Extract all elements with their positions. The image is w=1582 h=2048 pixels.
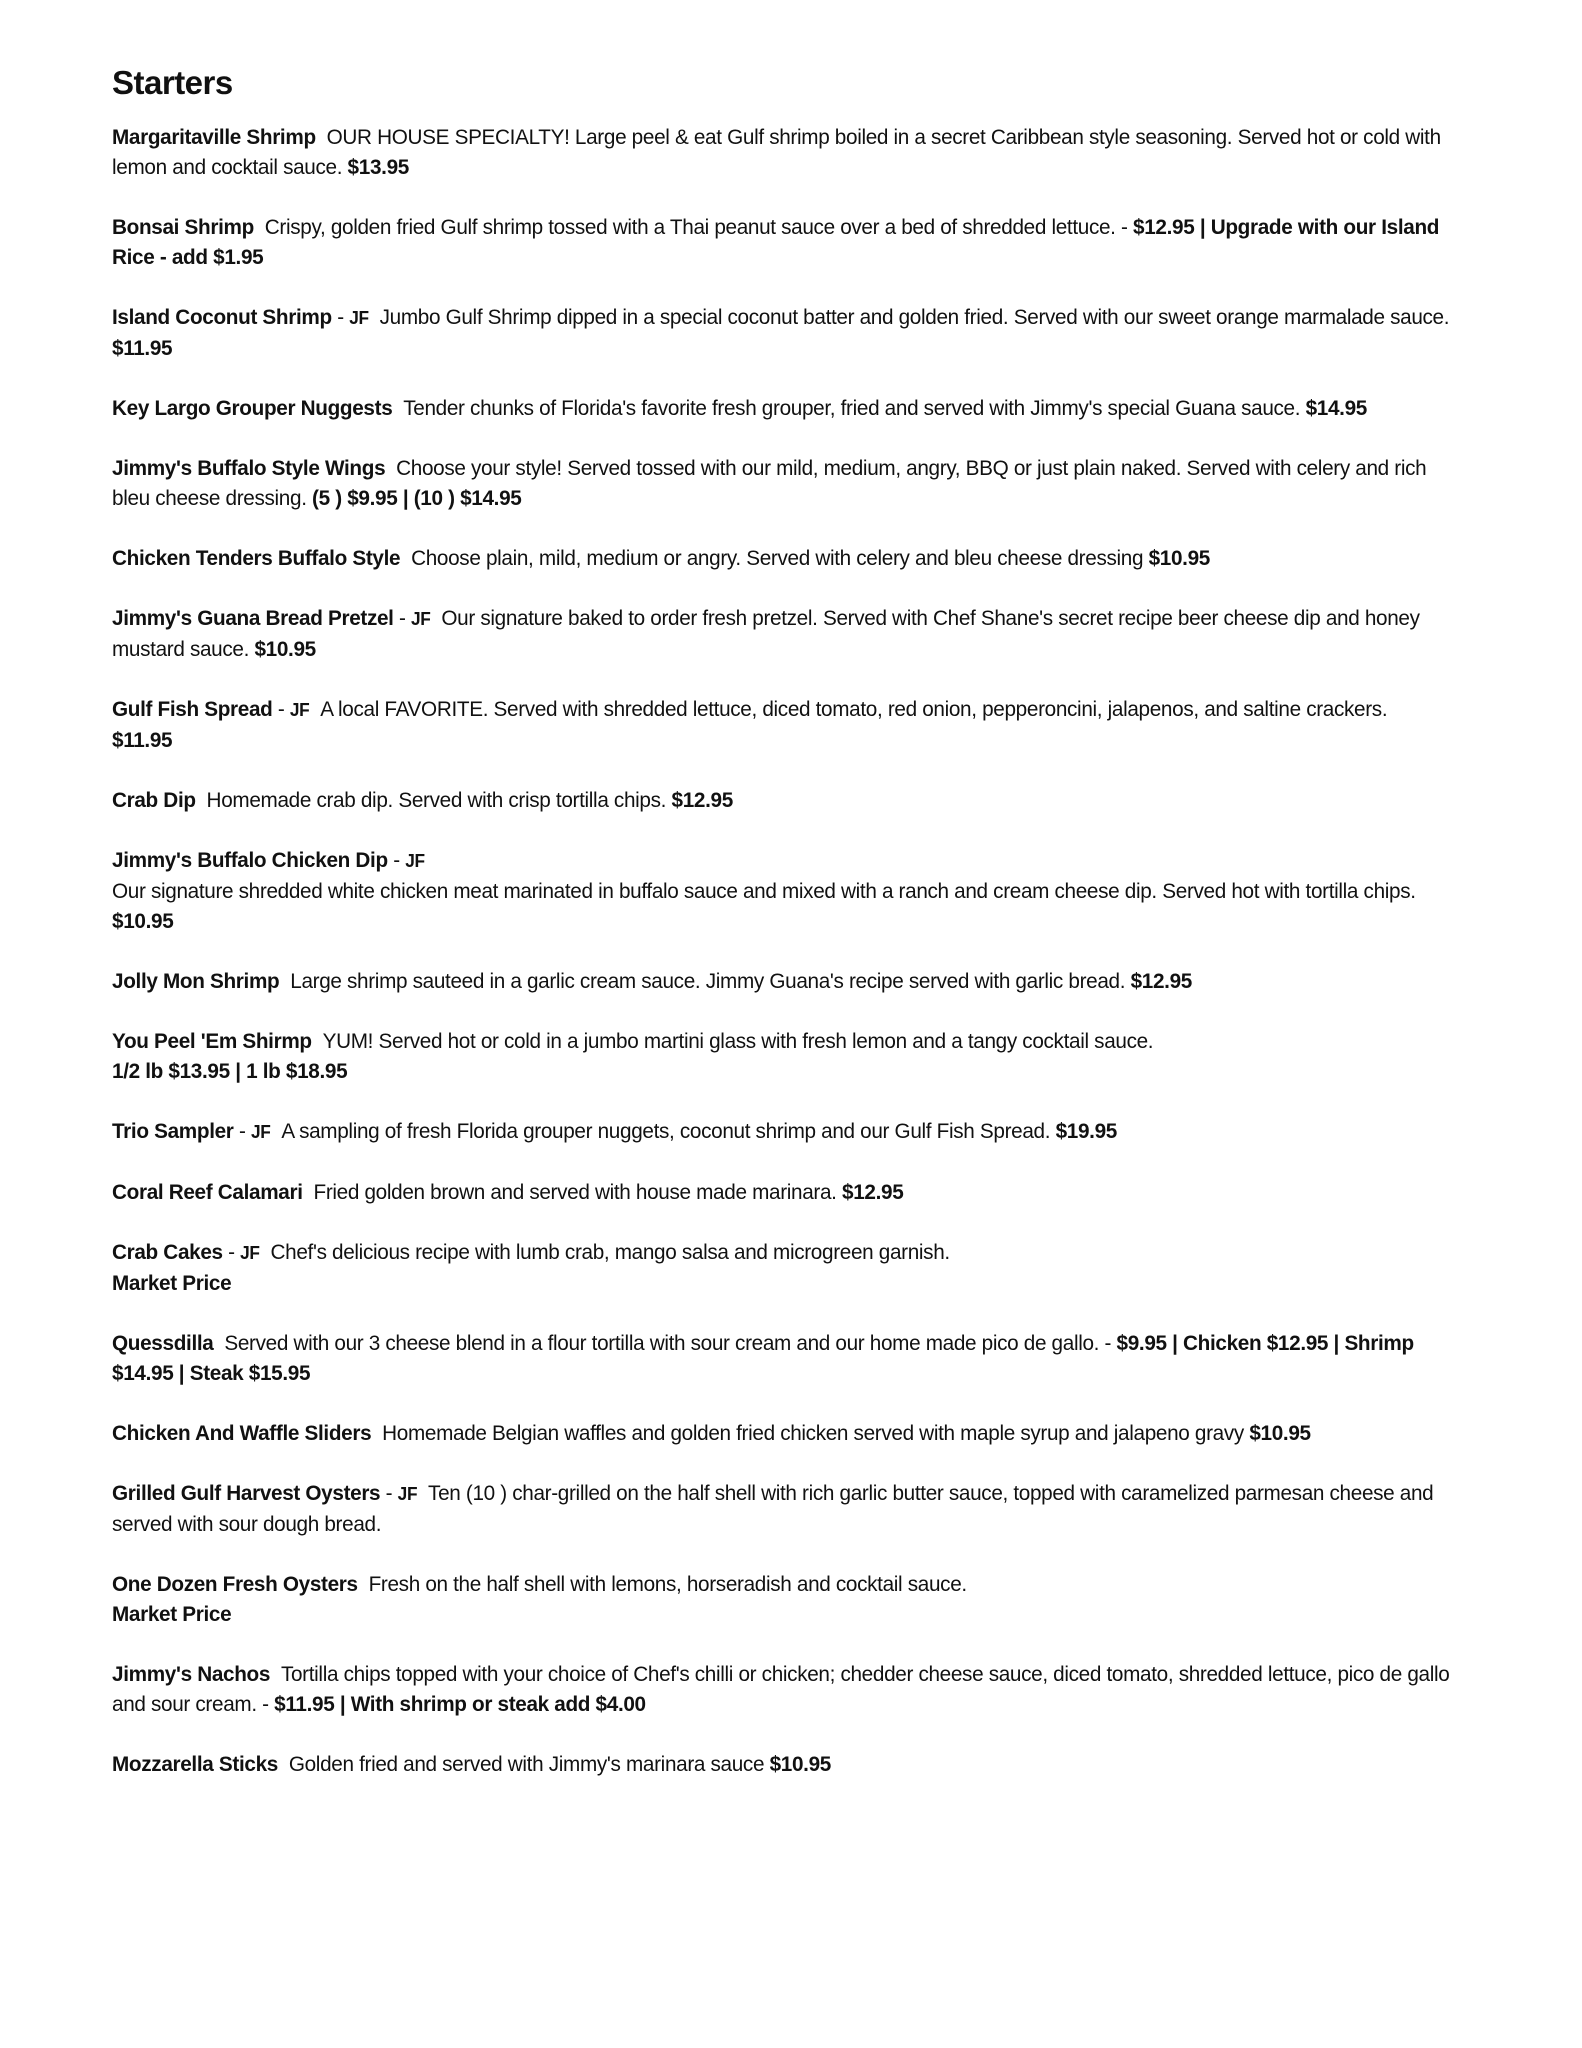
menu-item-tag: JF (397, 1484, 418, 1504)
menu-item-price: $12.95 | Upgrade with our Island Rice - add $1.95 (112, 214, 1440, 269)
menu-item-tag: JF (405, 851, 425, 871)
menu-item-price: $11.95 | With shrimp or steak add $4.00 (274, 1691, 646, 1716)
menu-item-margaritaville-shrimp (112, 122, 1451, 182)
menu-item-jimmys-buffalo-chicken-dip: Jimmy's Buffalo Chicken Dip - JF Our signature shredded white chicken meat marinated in buffalo sauce and mixed with a ranch and cream cheese dip. Served hot with tortilla chips. $10.95 (112, 845, 1451, 936)
menu-page (112, 64, 1452, 1809)
menu-item-tag: JF (411, 609, 431, 629)
menu-item-trio-sampler: Trio Sampler - JF A sampling of fresh Florida grouper nuggets, coconut shrimp and our Gulf Fish Spread. $19.95 (112, 1118, 1117, 1143)
menu-item-price: $12.95 (842, 1179, 904, 1204)
menu-item-description: Tortilla chips topped with your choice of Chef's chilli or chicken; chedder cheese sauce, diced tomato, shredded lettuce, pico de gallo and sour cream. - (112, 1661, 1450, 1716)
menu-item-name: Bonsai Shrimp (112, 214, 254, 239)
menu-item-bonsai-shrimp (112, 212, 1451, 272)
menu-item-gulf-fish-spread: Gulf Fish Spread - JF A local FAVORITE. Served with shredded lettuce, diced tomato, red onion, pepperoncini, jalapenos, and saltine crackers. $11.95 (112, 696, 1388, 752)
menu-item-tag: JF (250, 1122, 271, 1142)
menu-item-name: Chicken And Waffle Sliders (112, 1420, 372, 1445)
menu-items-list (112, 122, 1452, 1779)
menu-item-price: $12.95 (671, 787, 733, 812)
menu-item-jolly-mon-shrimp (112, 966, 1451, 996)
menu-item-price: Market Price (112, 1601, 232, 1626)
menu-item-price: $10.95 (1148, 545, 1210, 570)
menu-item-description: Crispy, golden fried Gulf shrimp tossed with a Thai peanut sauce over a bed of shredded lettuce. - (264, 214, 1128, 239)
menu-item-island-coconut-shrimp: Island Coconut Shrimp - JF Jumbo Gulf Shrimp dipped in a special coconut batter and golden fried. Served with our sweet orange marmalade sauce. $11.95 (112, 304, 1450, 360)
menu-item-name: Crab Dip (112, 787, 196, 812)
menu-item-tag: JF (349, 308, 369, 328)
menu-item-description: Fresh on the half shell with lemons, horseradish and cocktail sauce. (368, 1571, 967, 1596)
menu-item-description: Our signature shredded white chicken meat marinated in buffalo sauce and mixed with a ranch and cream cheese dip. Served hot with tortilla chips. (112, 878, 1416, 903)
menu-item-name: Jimmy's Guana Bread Pretzel (112, 605, 394, 630)
menu-item-name: Jimmy's Buffalo Chicken Dip (112, 847, 388, 872)
menu-item-jimmys-nachos (112, 1659, 1451, 1719)
menu-item-name: Grilled Gulf Harvest Oysters (112, 1480, 381, 1505)
menu-item-tag: JF (289, 700, 310, 720)
menu-item-price: $11.95 (112, 727, 173, 752)
menu-item-name: Quessdilla (112, 1330, 214, 1355)
menu-item-name: You Peel 'Em Shirmp (112, 1028, 312, 1053)
menu-item-description: Golden fried and served with Jimmy's marinara sauce (288, 1751, 765, 1776)
menu-item-description: Chef's delicious recipe with lumb crab, mango salsa and microgreen garnish. (270, 1239, 950, 1264)
menu-item-quessdilla (112, 1328, 1451, 1388)
menu-item-description: Served with our 3 cheese blend in a flour tortilla with sour cream and our home made pico de gallo. - (224, 1330, 1112, 1355)
menu-item-name: Mozzarella Sticks (112, 1751, 278, 1776)
menu-item-coral-reef-calamari (112, 1177, 1451, 1207)
menu-item-name: Trio Sampler (112, 1118, 234, 1143)
menu-item-description: A sampling of fresh Florida grouper nuggets, coconut shrimp and our Gulf Fish Spread. (281, 1118, 1051, 1143)
menu-item-description: Tender chunks of Florida's favorite fresh grouper, fried and served with Jimmy's special Guana sauce. (403, 395, 1301, 420)
menu-item-price: $13.95 (347, 154, 409, 179)
menu-item-chicken-and-waffle-sliders (112, 1418, 1451, 1448)
menu-item-name: Coral Reef Calamari (112, 1179, 303, 1204)
menu-item-one-dozen-fresh-oysters (112, 1569, 1451, 1629)
menu-item-price: $10.95 (112, 908, 174, 933)
menu-item-description: Jumbo Gulf Shrimp dipped in a special coconut batter and golden fried. Served with our sweet orange marmalade sauce. (379, 304, 1450, 329)
menu-item-description: Fried golden brown and served with house made marinara. (313, 1179, 837, 1204)
menu-item-tag: JF (240, 1243, 260, 1263)
menu-item-description: Choose your style! Served tossed with our mild, medium, angry, BBQ or just plain naked. Served with celery and rich bleu cheese dressing. (112, 455, 1427, 510)
menu-item-key-largo-grouper-nuggests (112, 393, 1451, 423)
menu-item-price: $12.95 (1130, 968, 1192, 993)
menu-item-jimmys-buffalo-style-wings (112, 453, 1451, 513)
menu-item-crab-cakes: Crab Cakes - JF Chef's delicious recipe with lumb crab, mango salsa and microgreen garnish. Market Price (112, 1237, 1451, 1298)
menu-item-description: OUR HOUSE SPECIALTY! Large peel & eat Gulf shrimp boiled in a secret Caribbean style seasoning. Served hot or cold with lemon and cocktail sauce. (112, 124, 1441, 179)
menu-item-name: Jimmy's Nachos (112, 1661, 271, 1686)
menu-item-name: Chicken Tenders Buffalo Style (112, 545, 401, 570)
menu-item-price: $10.95 (769, 1751, 831, 1776)
menu-item-chicken-tenders-buffalo-style (112, 543, 1451, 573)
menu-item-you-peel-em-shirmp (112, 1026, 1451, 1086)
menu-item-name: Jolly Mon Shrimp (112, 968, 280, 993)
menu-item-price: $19.95 (1055, 1118, 1117, 1143)
menu-item-description: Ten (10 ) char-grilled on the half shell with rich garlic butter sauce, topped with caramelized parmesan cheese and served with sour dough bread. (112, 1480, 1434, 1536)
menu-item-price: Market Price (112, 1270, 232, 1295)
menu-item-description: Our signature baked to order fresh pretzel. Served with Chef Shane's secret recipe beer cheese dip and honey mustard sauce. (112, 605, 1420, 661)
menu-item-description: YUM! Served hot or cold in a jumbo martini glass with fresh lemon and a tangy cocktail sauce. (322, 1028, 1154, 1053)
menu-item-price: $14.95 (1305, 395, 1367, 420)
menu-item-price: $10.95 (254, 636, 316, 661)
menu-item-price: $9.95 | Chicken $12.95 | Shrimp $14.95 | Steak $15.95 (112, 1330, 1414, 1385)
menu-item-mozzarella-sticks (112, 1749, 1451, 1779)
menu-item-price: $10.95 (1249, 1420, 1311, 1445)
menu-item-name: One Dozen Fresh Oysters (112, 1571, 358, 1596)
menu-item-price: $11.95 (112, 335, 173, 360)
menu-item-price: 1/2 lb $13.95 | 1 lb $18.95 (112, 1058, 348, 1083)
menu-item-name: Island Coconut Shrimp (112, 304, 332, 329)
menu-item-name: Key Largo Grouper Nuggests (112, 395, 393, 420)
menu-item-grilled-gulf-harvest-oysters: Grilled Gulf Harvest Oysters - JF Ten (10 ) char-grilled on the half shell with rich garlic butter sauce, topped with caramelized parmesan cheese and served with sour dough bread. (112, 1480, 1434, 1536)
menu-item-description: Choose plain, mild, medium or angry. Served with celery and bleu cheese dressing (411, 545, 1144, 570)
menu-item-description: Homemade Belgian waffles and golden fried chicken served with maple syrup and jalapeno gravy (382, 1420, 1244, 1445)
section-title: Starters (112, 64, 233, 101)
menu-item-name: Gulf Fish Spread (112, 696, 273, 721)
menu-item-name: Crab Cakes (112, 1239, 223, 1264)
menu-item-crab-dip (112, 785, 1451, 815)
menu-item-price: (5 ) $9.95 | (10 ) $14.95 (312, 485, 522, 510)
menu-item-description: Homemade crab dip. Served with crisp tortilla chips. (206, 787, 667, 812)
menu-item-name: Jimmy's Buffalo Style Wings (112, 455, 386, 480)
menu-item-name: Margaritaville Shrimp (112, 124, 316, 149)
menu-item-description: Large shrimp sauteed in a garlic cream sauce. Jimmy Guana's recipe served with garlic bread. (290, 968, 1126, 993)
menu-item-description: A local FAVORITE. Served with shredded lettuce, diced tomato, red onion, pepperoncini, jalapenos, and saltine crackers. (320, 696, 1388, 721)
menu-item-jimmys-guana-bread-pretzel: Jimmy's Guana Bread Pretzel - JF Our signature baked to order fresh pretzel. Served with Chef Shane's secret recipe beer cheese dip and honey mustard sauce. $10.95 (112, 605, 1420, 661)
